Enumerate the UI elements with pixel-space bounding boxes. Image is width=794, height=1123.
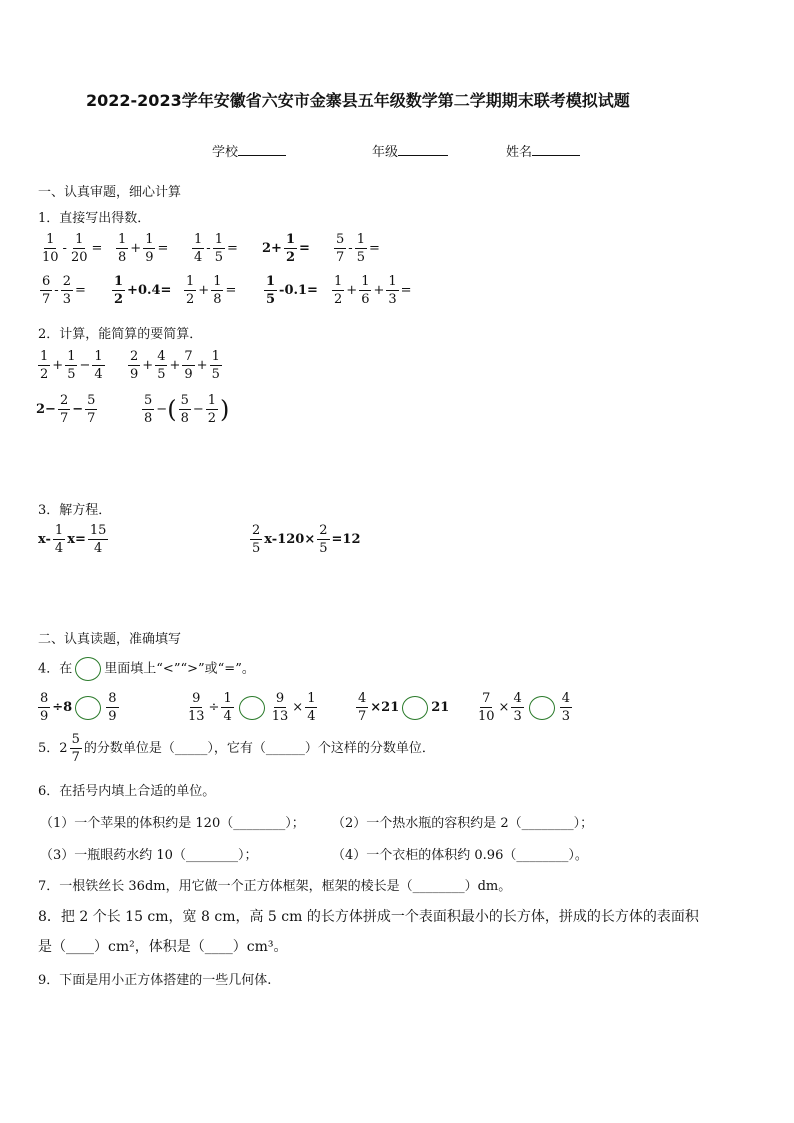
q6-prompt: 6．在括号内填上合适的单位。 [38,784,216,799]
q2-expr-2: $\frac{2}{9}$ + $\frac{4}{5}$ + $\frac{7}{9}$ + $\frac{1}{5}$ [130,349,220,382]
q1-prompt: 1．直接写出得数． [38,211,151,226]
page-title: 2022-2023学年安徽省六安市金寨县五年级数学第二学期期末联考模拟试题 [86,91,630,110]
q2-expr-1: $\frac{1}{2}$ + $\frac{1}{5}$ − $\frac{1}{4}$ [40,349,103,382]
compare-circle-c[interactable] [402,696,428,720]
compare-circle-icon [75,657,101,681]
q6-1: （1）一个苹果的体积约是 120（________）； [40,816,305,831]
q4-item-c: $\frac{4}{7}$ ×21 21 [358,691,450,724]
q4-item-a: $\frac{8}{9}$ ÷8 $\frac{8}{9}$ [40,691,117,724]
q3-eq-1: x- $\frac{1}{4}$ x= $\frac{15}{4}$ [38,523,107,556]
q1-r2c2: $\frac{1}{2}$ +0.4= [114,274,172,307]
q2-expr-4: $\frac{5}{8}$ −( $\frac{5}{8}$ − $\frac{1}{2}$ ) [144,393,230,426]
q4-prompt: 4．在 里面填上“<”“>”或“=”。 [38,657,255,681]
compare-circle-b[interactable] [239,696,265,720]
q2-expr-3: 2− $\frac{2}{7}$ − $\frac{5}{7}$ [36,393,96,426]
q4-item-b: $\frac{9}{13}$ ÷ $\frac{1}{4}$ $\frac{9}{13}$ × $\frac{1}{4}$ [188,691,316,724]
q6-4: （4）一个衣柜的体积约 0.96（________）。 [332,848,588,863]
school-field[interactable] [212,141,286,160]
q3-prompt: 3．解方程． [38,503,112,518]
q9: 9．下面是用小正方体搭建的一些几何体. [38,973,272,988]
section-1-heading: 一、认真审题，细心计算 [38,185,182,200]
q5: 5． 2 $\frac{5}{7}$ 的分数单位是（_____），它有（______）个这样的分数单位． [38,732,435,765]
q6-3: （3）一瓶眼药水约 10（________）； [40,848,258,863]
q3-eq-2: $\frac{2}{5}$ x-120× $\frac{2}{5}$ =12 [252,523,361,556]
grade-blank[interactable] [398,154,448,156]
grade-label: 年级 [372,145,399,160]
q1-r1c4: 2+ $\frac{1}{2}$ = [262,232,310,265]
q8-line-2: 是（____）cm²，体积是（____）cm³。 [38,939,288,955]
q1-r2c4: $\frac{1}{5}$ -0.1= [266,274,318,307]
q1-r1c3: $\frac{1}{4}$ - $\frac{1}{5}$ = [194,232,238,265]
q1-r2c1: $\frac{6}{7}$ - $\frac{2}{3}$ = [42,274,86,307]
name-blank[interactable] [532,154,580,156]
q6-2: （2）一个热水瓶的容积约是 2（________）； [332,816,594,831]
q1-r2c3: $\frac{1}{2}$ + $\frac{1}{8}$ = [186,274,237,307]
school-label: 学校 [212,145,239,160]
q1-r1c1: $\frac{1}{10}$ - $\frac{1}{20}$ = [42,232,103,265]
q7: 7．一根铁丝长 36dm，用它做一个正方体框架，框架的棱长是（________）dm。 [38,879,512,894]
q1-r1c2: $\frac{1}{8}$ + $\frac{1}{9}$ = [118,232,169,265]
q8-line-1: 8．把 2 个长 15 cm，宽 8 cm，高 5 cm 的长方体拼成一个表面积最小的长方体，拼成的长方体的表面积 [38,909,699,925]
grade-field[interactable] [372,141,448,160]
compare-circle-d[interactable] [529,696,555,720]
name-field[interactable] [506,141,580,160]
q1-r1c5: $\frac{5}{7}$ - $\frac{1}{5}$ = [336,232,380,265]
school-blank[interactable] [238,154,286,156]
q2-prompt: 2．计算，能简算的要简算． [38,327,203,342]
compare-circle-a[interactable] [75,696,101,720]
q1-r2c5: $\frac{1}{2}$ + $\frac{1}{6}$ + $\frac{1}{3}$ = [334,274,412,307]
q4-item-d: $\frac{7}{10}$ × $\frac{4}{3}$ $\frac{4}{3}$ [478,691,571,724]
name-label: 姓名 [506,145,533,160]
section-2-heading: 二、认真读题，准确填写 [38,632,182,647]
